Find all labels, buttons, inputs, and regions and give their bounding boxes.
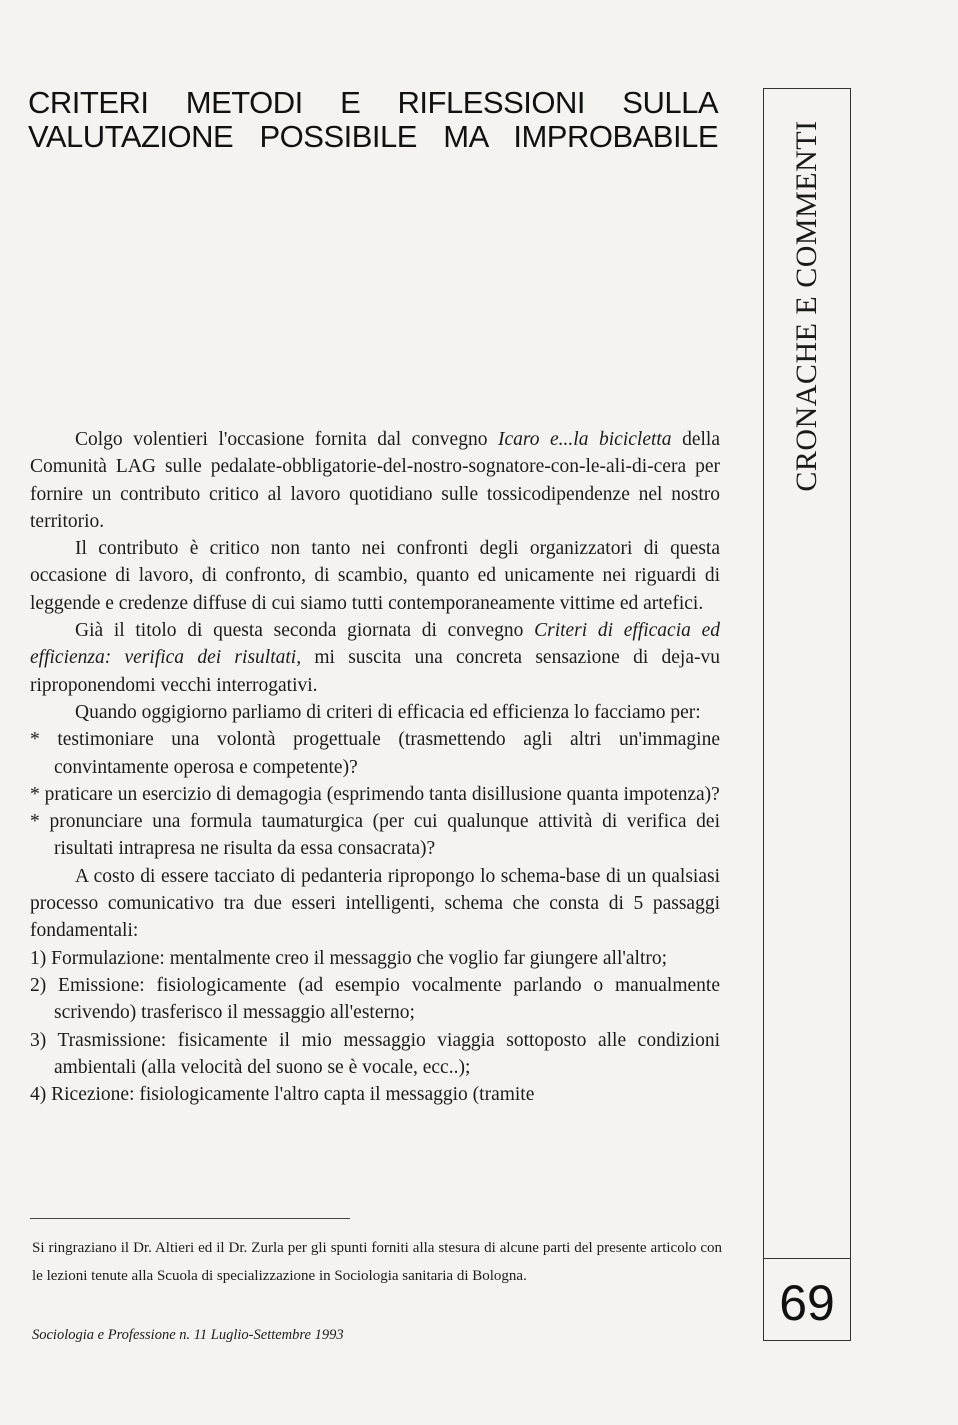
paragraph-1: Colgo volentieri l'occasione fornita dal convegno Icaro e...la bicicletta della Comunità LAG sulle pedalate-obbligatorie-del-nostro-sognatore-con-le-ali-di-cera per fornire un contributo critico al lavoro quotidiano sulle tossicodipendenze nel nostro territorio. — [30, 429, 720, 532]
bullet-item: * testimoniare una volontà progettuale (trasmettendo agli altri un'immagine convintamente operosa e competente)? — [30, 729, 720, 778]
section-label — [785, 116, 829, 496]
paragraph-5: A costo di essere tacciato di pedanteria ripropongo lo schema-base di un qualsiasi processo comunicativo tra due esseri intelligenti, schema che consta di 5 passaggi fondamentali: — [30, 865, 720, 942]
section-label-text: CRONACHE E COMMENTI — [790, 120, 823, 492]
numbered-step: 3) Trasmissione: fisicamente il mio messaggio viaggia sottoposto alle condizioni ambientali (alla velocità del suono se è vocale, ecc..); — [30, 1029, 720, 1078]
numbered-step: 2) Emissione: fisiologicamente (ad esempio vocalmente parlando o manualmente scrivendo) trasferisco il messaggio all'esterno; — [30, 974, 720, 1024]
bullet-item: * pronunciare una formula taumaturgica (per cui qualunque attività di verifica dei risultati intrapresa ne risulta da essa consacrata)? — [30, 811, 720, 860]
event-name: Icaro e...la bicicletta — [497, 429, 672, 450]
article-title-line-2: VALUTAZIONE POSSIBILE MA IMPROBABILE — [28, 119, 718, 154]
article-title-line-1: CRITERI METODI E RIFLESSIONI SULLA — [28, 85, 718, 120]
numbered-step: 1) Formulazione: mentalmente creo il messaggio che voglio far giungere all'altro; — [30, 947, 668, 969]
numbered-step: 4) Ricezione: fisiologicamente l'altro capta il messaggio (tramite — [30, 1084, 535, 1106]
journal-citation: Sociologia e Professione n. 11 Luglio-Settembre 1993 — [32, 1327, 344, 1343]
page-number: 69 — [779, 1275, 835, 1331]
paragraph-2: Il contributo è critico non tanto nei confronti degli organizzatori di questa occasione di lavoro, di confronto, di scambio, quanto ed unicamente nei riguardi di leggende e credenze diffuse di cui siamo tutti contemporaneamente vittime ed artefici. — [30, 538, 720, 614]
session-title: Criteri di efficacia ed efficienza: verifica dei risultati, — [30, 620, 720, 669]
footnote: Si ringraziano il Dr. Altieri ed il Dr. Zurla per gli spunti forniti alla stesura di alcune parti del presente articolo con le lezioni tenute alla Scuola di specializzazione in Sociologia sanitaria di Bologna. — [32, 1240, 722, 1284]
footnote-divider — [30, 1218, 350, 1219]
bullet-item: * praticare un esercizio di demagogia (esprimendo tanta disillusione quanta impotenza)? — [30, 783, 720, 805]
article-title — [28, 86, 718, 154]
paragraph-4: Quando oggigiorno parliamo di criteri di efficacia ed efficienza lo facciamo per: — [75, 701, 701, 723]
article-body — [30, 426, 720, 1108]
sidebar-divider — [763, 1258, 851, 1259]
paragraph-3: Già il titolo di questa seconda giornata di convegno Criteri di efficacia ed efficienza: verifica dei risultati, mi suscita una concreta sensazione di deja-vu riproponendomi vecchi interrogativi. — [30, 620, 720, 696]
